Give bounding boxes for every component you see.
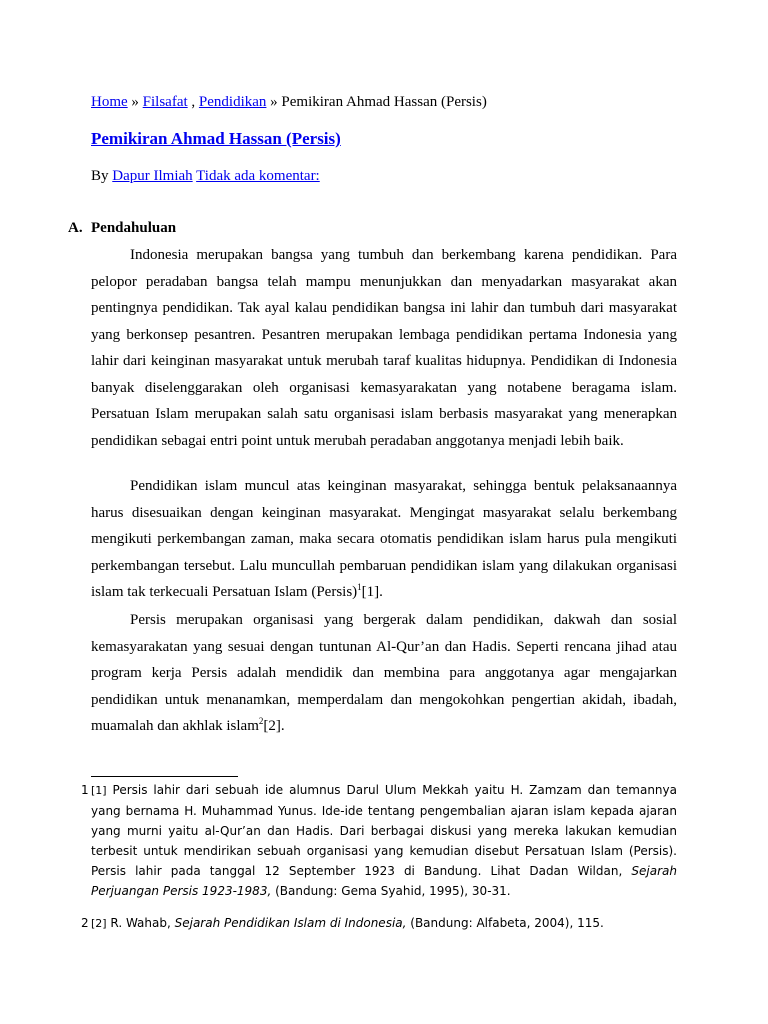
comments-link[interactable]: Tidak ada komentar:: [196, 168, 320, 184]
by-label: By: [91, 168, 113, 184]
footnote-number: 2: [81, 916, 89, 930]
footnote-ref-2[interactable]: [2].: [263, 718, 285, 734]
section-number: A.: [68, 220, 83, 236]
footnote-marker-2[interactable]: 2: [258, 716, 264, 726]
footnote-text: R. Wahab,: [106, 916, 175, 930]
footnote-ref-1[interactable]: [1].: [361, 584, 383, 600]
footnote-1: [81, 780, 677, 901]
footnote-text: Persis lahir dari sebuah ide alumnus Darul Ulum Mekkah yaitu H. Zamzam dan temannya yang bernama H. Muhammad Yunus. Ide-ide tentang pengembalian ajaran islam kepada ajaran yang murni yaitu al-Qur’an dan Hadis. Dari berbagai diskusi yang mereka lakukan kemudian terbesit untuk mendirikan sebuah organisasi yang kemudian disebut Persatuan Islam (Persis). Persis lahir pada tanggal 12 September 1923 di Bandung. Lihat Dadan Wildan,: [91, 783, 677, 878]
paragraph-1: Indonesia merupakan bangsa yang tumbuh dan berkembang karena pendidikan. Para pelopor peradaban bangsa telah mampu menunjukkan dan menyadarkan masyarakat akan pentingnya pendidikan. Tak ayal kalau pendidikan bangsa ini lahir dan tumbuh dari masyarakat yang berkonsep pesantren. Pesantren merupakan lembaga pendidikan pertama Indonesia yang lahir dari keinginan masyarakat untuk merubah taraf kualitas hidupnya. Pendidikan di Indonesia banyak diselenggarakan oleh organisasi kemasyarakatan yang notabene beragama islam. Persatuan Islam merupakan salah satu organisasi islam berbasis masyarakat yang menerapkan pendidikan sebagai entri point untuk merubah peradaban anggotanya menjadi lebih baik.: [91, 247, 677, 449]
footnote-divider: [91, 776, 238, 777]
paragraph-2: [91, 473, 677, 606]
footnote-text-end: (Bandung: Gema Syahid, 1995), 30-31.: [271, 884, 511, 898]
breadcrumb: [91, 93, 487, 111]
section-heading: [68, 219, 176, 237]
section-title: Pendahuluan: [91, 220, 177, 236]
post-byline: [91, 167, 320, 185]
breadcrumb-home-link[interactable]: Home: [91, 94, 128, 110]
paragraph-2-text: Pendidikan islam muncul atas keinginan masyarakat, sehingga bentuk pelaksanaannya harus disesuaikan dengan keinginan masyarakat. Mengingat masyarakat selalu berkembang mengikuti perkembangan zaman, maka secara otomatis pendidikan islam harus pula mengikuti perkembangan tersebut. Lalu muncullah pembaruan pendidikan islam yang dilakukan organisasi islam tak terkecuali Persatuan Islam (Persis): [91, 478, 677, 600]
footnote-number: 1: [81, 783, 89, 797]
paragraph-3: [91, 607, 677, 740]
breadcrumb-comma: ,: [187, 94, 199, 110]
breadcrumb-current: Pemikiran Ahmad Hassan (Persis): [281, 94, 487, 110]
post-title-link[interactable]: Pemikiran Ahmad Hassan (Persis): [91, 129, 341, 148]
breadcrumb-filsafat-link[interactable]: Filsafat: [142, 94, 188, 110]
author-link[interactable]: Dapur Ilmiah: [112, 168, 193, 184]
footnote-marker-1[interactable]: 1: [357, 582, 362, 592]
breadcrumb-pendidikan-link[interactable]: Pendidikan: [198, 94, 267, 110]
footnote-book-title: Sejarah Perjuangan Persis 1923-1983,: [91, 864, 677, 898]
footnote-text-end: (Bandung: Alfabeta, 2004), 115.: [406, 916, 604, 930]
footnote-backref[interactable]: [1]: [91, 784, 107, 797]
post-title: [91, 129, 341, 149]
footnote-backref[interactable]: [2]: [91, 917, 107, 930]
footnote-2: [81, 913, 677, 934]
footnote-book-title: Sejarah Pendidikan Islam di Indonesia,: [174, 916, 407, 930]
breadcrumb-separator: »: [266, 94, 282, 110]
paragraph-3-text: Persis merupakan organisasi yang bergerak dalam pendidikan, dakwah dan sosial kemasyarakatan yang sesuai dengan tuntunan Al-Qur’an dan Hadis. Seperti rencana jihad atau program kerja Persis adalah mendidik dan membina para anggotanya agar mengajarkan pendidikan untuk menanamkan, memperdalam dan mengokohkan pengertian akidah, ibadah, muamalah dan akhlak islam: [91, 612, 677, 734]
breadcrumb-separator: »: [127, 94, 143, 110]
